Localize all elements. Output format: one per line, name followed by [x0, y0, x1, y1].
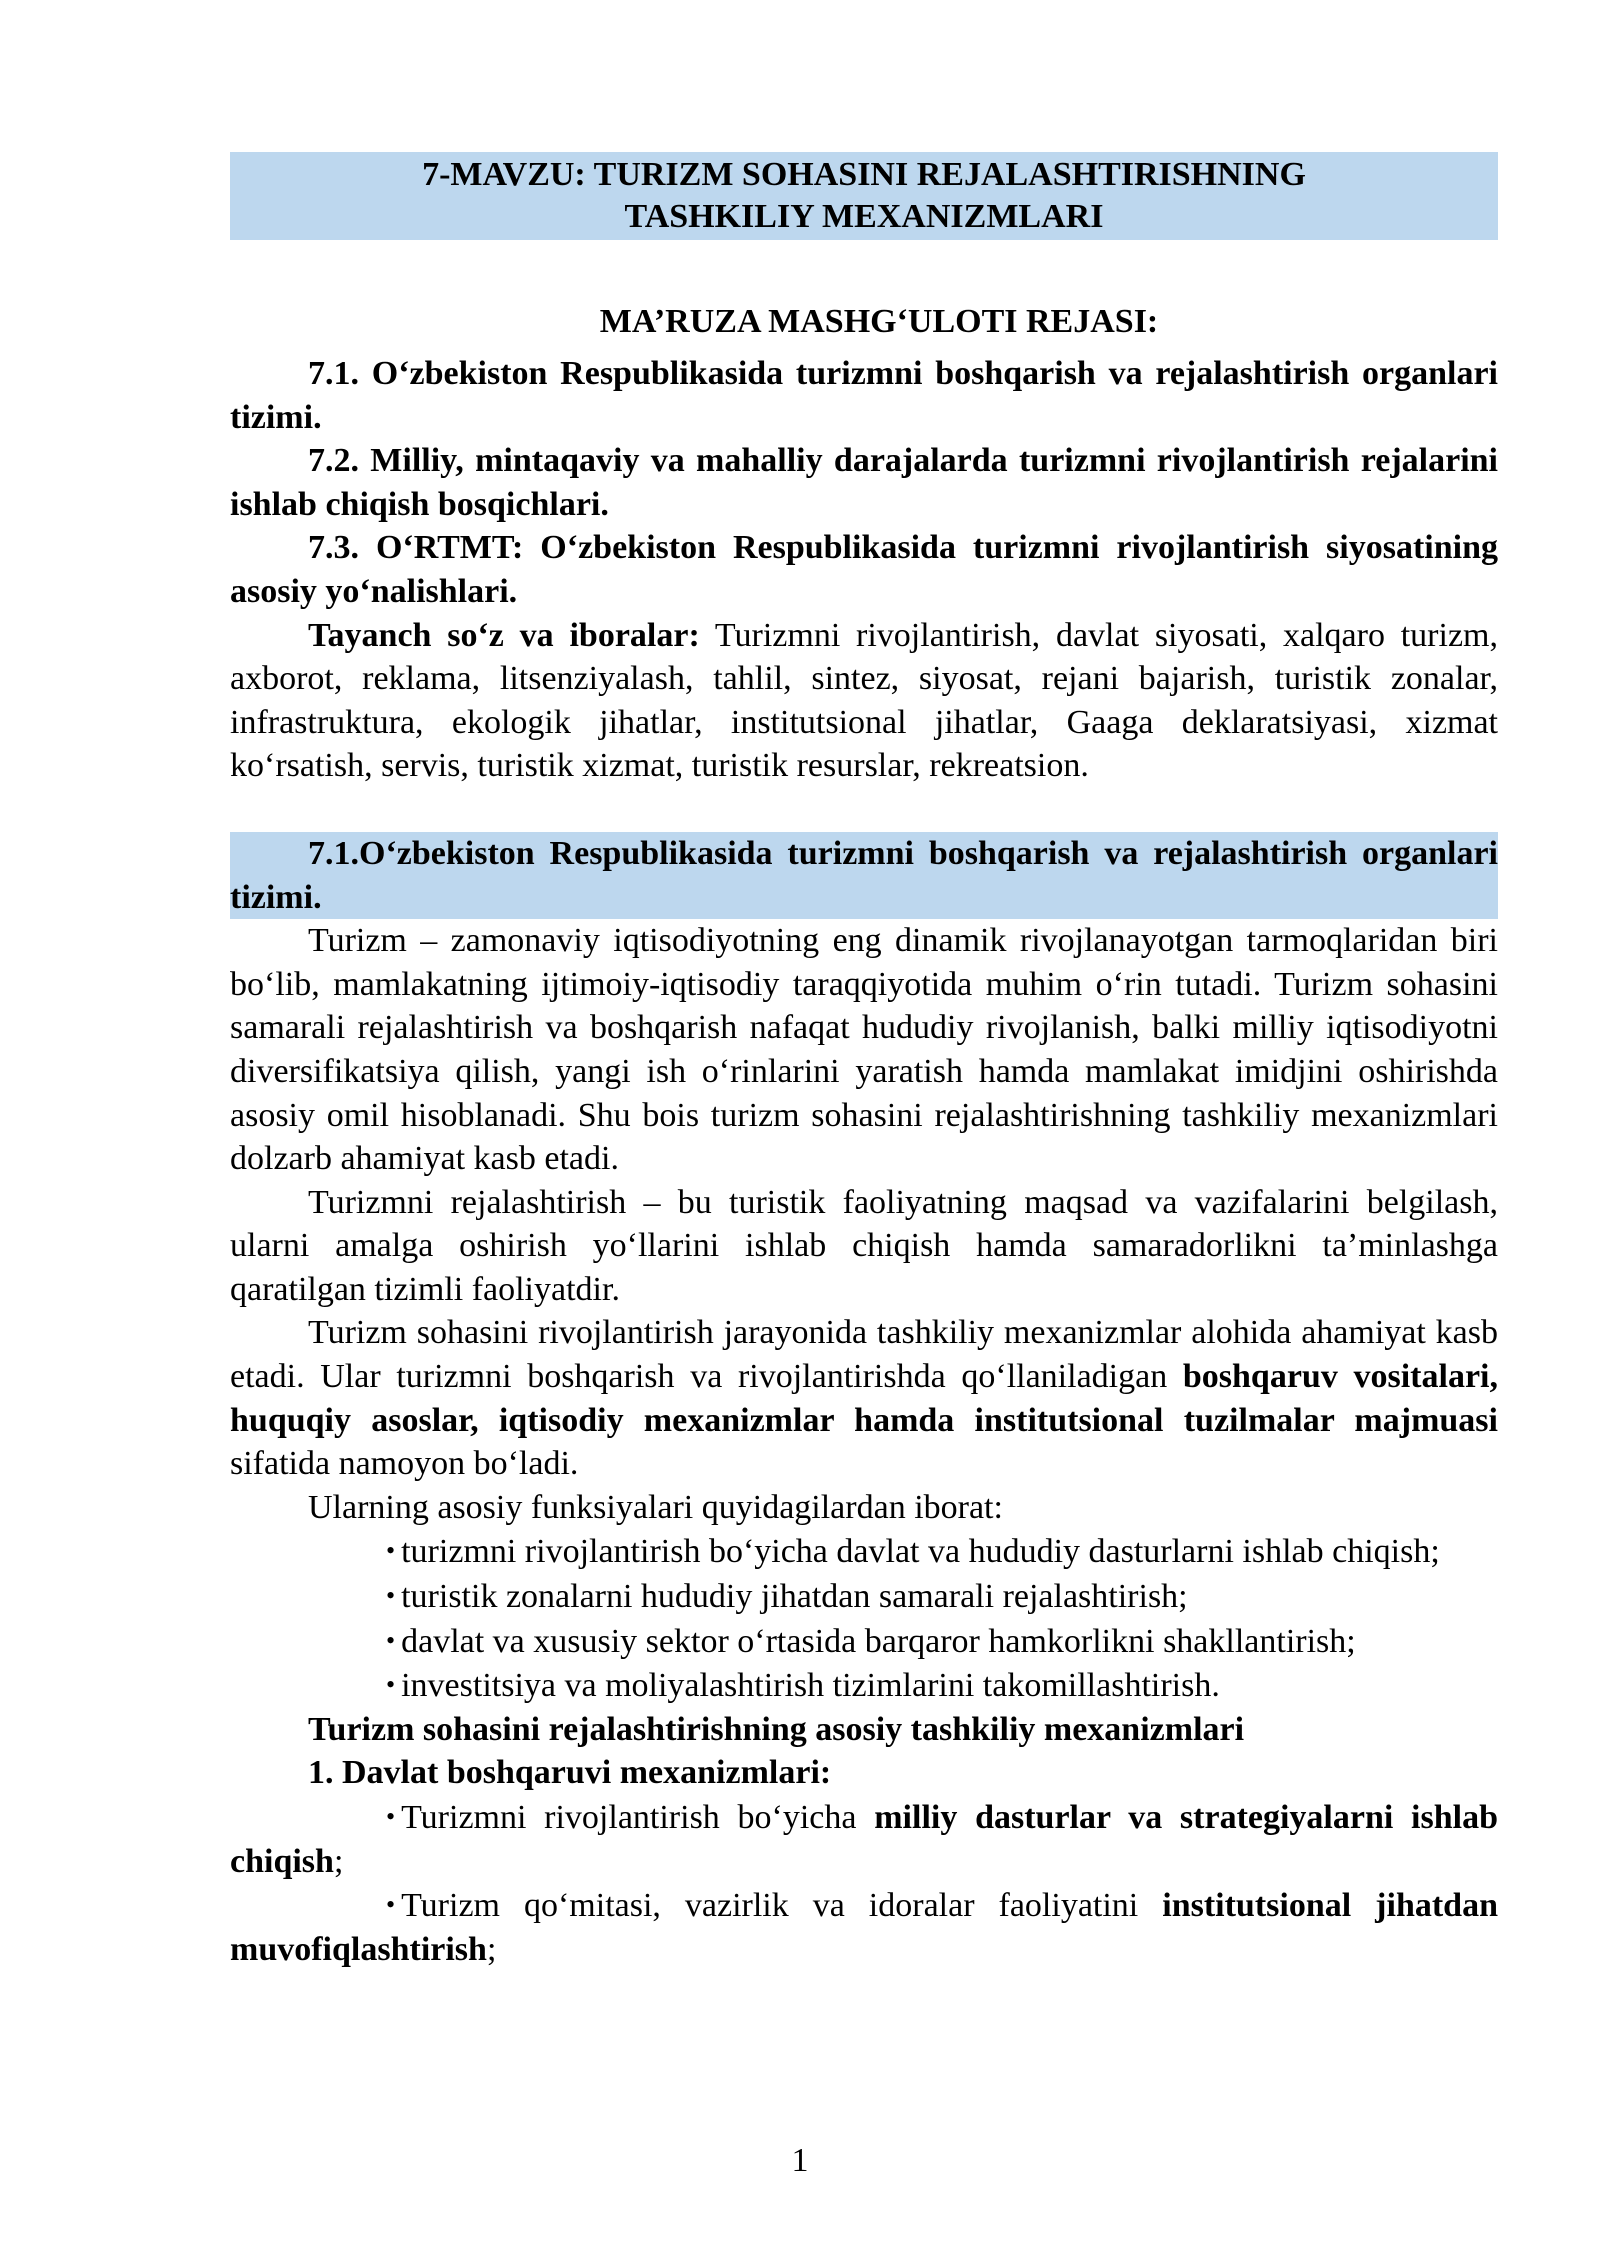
paragraph-3 [230, 1311, 1498, 1485]
topic-title [230, 152, 1498, 240]
paragraph-2: Turizmni rejalashtirish – bu turistik faoliyatning maqsad va vazifalarini belgilash, ularni amalga oshirish yo‘llarini ishlab chiqish hamda samaradorlikni ta’minlashga qaratilgan tizimli faoliyatdir. [230, 1183, 1498, 1308]
topic-title-line-1: 7-MAVZU: TURIZM SOHASINI REJALASHTIRISHNING [422, 156, 1306, 193]
mechanisms-heading: Turizm sohasini rejalashtirishning asosiy tashkiliy mexanizmlari [308, 1710, 1245, 1748]
bullet-icon: • [386, 1581, 396, 1611]
function-item: • turistik zonalarni hududiy jihatdan samarali rejalashtirish; [230, 1574, 1498, 1619]
function-item: • turizmni rivojlantirish bo‘yicha davlat va hududiy dasturlarni ishlab chiqish; [230, 1529, 1498, 1574]
functions-intro: Ularning asosiy funksiyalari quyidagilardan iborat: [308, 1488, 1003, 1526]
paragraph-3-text-c: sifatida namoyon bo‘ladi. [230, 1445, 579, 1483]
bullet-icon: • [386, 1625, 396, 1655]
bullet-icon: • [386, 1536, 396, 1566]
plan-item-7-3: 7.3. O‘RTMT: O‘zbekiston Respublikasida turizmni rivojlantirish siyosatining asosiy yo‘nalishlari. [230, 529, 1498, 610]
paragraph-3-bold: boshqaruv vositalari, huquqiy asoslar, iqtisodiy mexanizmlar hamda institutsional tuzilmalar majmuasi [230, 1358, 1498, 1439]
plan-item-7-2: 7.2. Milliy, mintaqaviy va mahalliy darajalarda turizmni rivojlantirish rejalarini ishlab chiqish bosqichlari. [230, 442, 1498, 523]
keywords-label: Tayanch so‘z va iboralar: [308, 616, 700, 654]
paragraph-3-text-a: Turizm sohasini rivojlantirish jarayonida tashkiliy mexanizmlar alohida ahamiyat kasb etadi. Ular turizmni boshqarish va rivojlantirishda qo‘llaniladigan [230, 1314, 1498, 1396]
function-item: • investitsiya va moliyalashtirish tizimlarini takomillashtirish. [230, 1663, 1498, 1708]
topic-title-line-2: TASHKILIY MEXANIZMLARI [624, 198, 1104, 235]
bullet-icon: • [386, 1890, 396, 1920]
bullet-icon: • [386, 1802, 396, 1831]
keywords-text: Turizmni rivojlantirish, davlat siyosati, xalqaro turizm, axborot, reklama, litsenziyalash, tahlil, sintez, siyosat, rejani bajarish, turistik zonalar, infrastruktura, ekologik jihatlar, institutsional jihatlar, Gaaga deklaratsiyasi, xizmat ko‘rsatish, servis, turistik xizmat, turistik resurslar, rekreatsion. [230, 616, 1498, 785]
function-item: • davlat va xususiy sektor o‘rtasida barqaror hamkorlikni shakllantirish; [230, 1619, 1498, 1664]
keywords-paragraph [230, 614, 1498, 788]
mechanism-item: • Turizmni rivojlantirish bo‘yicha milliy dasturlar va strategiyalarni ishlab chiqish; [230, 1795, 1498, 1883]
bullet-icon: • [386, 1670, 396, 1700]
mechanism-item: • Turizm qo‘mitasi, vazirlik va idoralar faoliyatini institutsional jihatdan muvofiqlashtirish; [230, 1883, 1498, 1971]
document-page [230, 152, 1498, 1971]
page-number: 1 [791, 2142, 809, 2179]
plan-item-7-1: 7.1. O‘zbekiston Respublikasida turizmni boshqarish va rejalashtirish organlari tizimi. [230, 355, 1498, 436]
paragraph-1: Turizm – zamonaviy iqtisodiyotning eng dinamik rivojlanayotgan tarmoqlaridan biri bo‘lib, mamlakatning ijtimoiy-iqtisodiy taraqqiyotida muhim o‘rin tutadi. Turizm sohasini samarali rejalashtirish va boshqarish nafaqat hududiy rivojlanish, balki milliy iqtisodiyotni diversifikatsiya qilish, yangi ish o‘rinlarini yaratish hamda mamlakat imidjini oshirishda asosiy omil hisoblanadi. Shu bois turizm sohasini rejalashtirishning tashkiliy mexanizmlari dolzarb ahamiyat kasb etadi. [230, 922, 1498, 1178]
lecture-plan-heading: MA’RUZA MASHG‘ULOTI REJASI: [599, 303, 1159, 340]
subsection-1-heading: 1. Davlat boshqaruvi mexanizmlari: [308, 1754, 832, 1792]
section-heading-7-1: 7.1.O‘zbekiston Respublikasida turizmni boshqarish va rejalashtirish organlari tizimi. [230, 832, 1498, 919]
